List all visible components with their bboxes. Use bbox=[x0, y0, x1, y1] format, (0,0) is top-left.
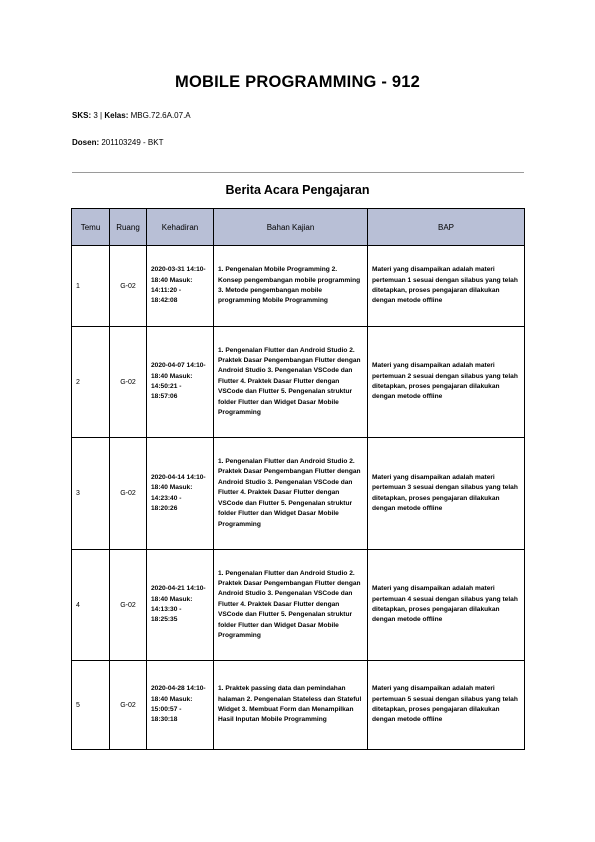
table-row bbox=[72, 661, 525, 750]
table-row bbox=[72, 246, 525, 327]
header-ruang: Ruang bbox=[110, 209, 147, 246]
kelas-label: Kelas: bbox=[104, 111, 129, 120]
cell-kehadiran: 2020-04-21 14:10-18:40 Masuk: 14:13:30 - 18:25:35 bbox=[147, 550, 214, 661]
dosen-label: Dosen: bbox=[72, 138, 100, 147]
sks-value: 3 | bbox=[93, 111, 103, 120]
header-bahan-kajian: Bahan Kajian bbox=[214, 209, 368, 246]
sks-label: SKS: bbox=[72, 111, 92, 120]
divider bbox=[72, 172, 524, 173]
cell-bap: Materi yang disampaikan adalah materi pertemuan 1 sesuai dengan silabus yang telah ditetapkan, proses pengajaran dilakukan dengan metode offline bbox=[368, 246, 525, 327]
course-meta bbox=[72, 111, 191, 120]
bap-table bbox=[71, 208, 525, 750]
cell-kehadiran: 2020-04-14 14:10-18:40 Masuk: 14:23:40 - 18:20:26 bbox=[147, 438, 214, 550]
cell-ruang: G-02 bbox=[110, 438, 147, 550]
cell-bahan-kajian: 1. Praktek passing data dan pemindahan halaman 2. Pengenalan Stateless dan Stateful Widget 3. Membuat Form dan Menampilkan Hasil Inputan Mobile Programming bbox=[214, 661, 368, 750]
cell-ruang: G-02 bbox=[110, 327, 147, 438]
cell-ruang: G-02 bbox=[110, 550, 147, 661]
cell-temu: 2 bbox=[72, 327, 110, 438]
header-temu: Temu bbox=[72, 209, 110, 246]
cell-temu: 4 bbox=[72, 550, 110, 661]
header-bap: BAP bbox=[368, 209, 525, 246]
cell-kehadiran: 2020-03-31 14:10-18:40 Masuk: 14:11:20 - 18:42:08 bbox=[147, 246, 214, 327]
cell-temu: 5 bbox=[72, 661, 110, 750]
cell-temu: 3 bbox=[72, 438, 110, 550]
cell-bahan-kajian: 1. Pengenalan Flutter dan Android Studio 2. Praktek Dasar Pengembangan Flutter dengan Android Studio 3. Pengenalan VSCode dan Flutter 4. Praktek Dasar Flutter dengan VSCode dan Flutter 5. Pengenalan struktur folder Flutter dan Widget Dasar Mobile Programming bbox=[214, 550, 368, 661]
cell-ruang: G-02 bbox=[110, 246, 147, 327]
page-title: MOBILE PROGRAMMING - 912 bbox=[175, 73, 420, 91]
table-row bbox=[72, 550, 525, 661]
table-row bbox=[72, 438, 525, 550]
cell-bahan-kajian: 1. Pengenalan Flutter dan Android Studio 2. Praktek Dasar Pengembangan Flutter dengan Android Studio 3. Pengenalan VSCode dan Flutter 4. Praktek Dasar Flutter dengan VSCode dan Flutter 5. Pengenalan struktur folder Flutter dan Widget Dasar Mobile Programming bbox=[214, 327, 368, 438]
dosen-value: 201103249 - BKT bbox=[101, 138, 164, 147]
cell-kehadiran: 2020-04-07 14:10-18:40 Masuk: 14:50:21 - 18:57:06 bbox=[147, 327, 214, 438]
cell-temu: 1 bbox=[72, 246, 110, 327]
table-header-row bbox=[72, 209, 525, 246]
cell-bahan-kajian: 1. Pengenalan Mobile Programming 2. Konsep pengembangan mobile programming 3. Metode pengembangan mobile programming Mobile Programming bbox=[214, 246, 368, 327]
cell-bap: Materi yang disampaikan adalah materi pertemuan 3 sesuai dengan silabus yang telah ditetapkan, proses pengajaran dilakukan dengan metode offline bbox=[368, 438, 525, 550]
cell-bap: Materi yang disampaikan adalah materi pertemuan 5 sesuai dengan silabus yang telah ditetapkan, proses pengajaran dilakukan dengan metode offline bbox=[368, 661, 525, 750]
cell-bahan-kajian: 1. Pengenalan Flutter dan Android Studio 2. Praktek Dasar Pengembangan Flutter dengan Android Studio 3. Pengenalan VSCode dan Flutter 4. Praktek Dasar Flutter dengan VSCode dan Flutter 5. Pengenalan struktur folder Flutter dan Widget Dasar Mobile Programming bbox=[214, 438, 368, 550]
section-title: Berita Acara Pengajaran bbox=[225, 183, 370, 197]
table-row bbox=[72, 327, 525, 438]
cell-kehadiran: 2020-04-28 14:10-18:40 Masuk: 15:00:57 - 18:30:18 bbox=[147, 661, 214, 750]
lecturer-meta bbox=[72, 138, 163, 147]
cell-ruang: G-02 bbox=[110, 661, 147, 750]
cell-bap: Materi yang disampaikan adalah materi pertemuan 2 sesuai dengan silabus yang telah ditetapkan, proses pengajaran dilakukan dengan metode offline bbox=[368, 327, 525, 438]
cell-bap: Materi yang disampaikan adalah materi pertemuan 4 sesuai dengan silabus yang telah ditetapkan, proses pengajaran dilakukan dengan metode offline bbox=[368, 550, 525, 661]
header-kehadiran: Kehadiran bbox=[147, 209, 214, 246]
kelas-value: MBG.72.6A.07.A bbox=[130, 111, 191, 120]
